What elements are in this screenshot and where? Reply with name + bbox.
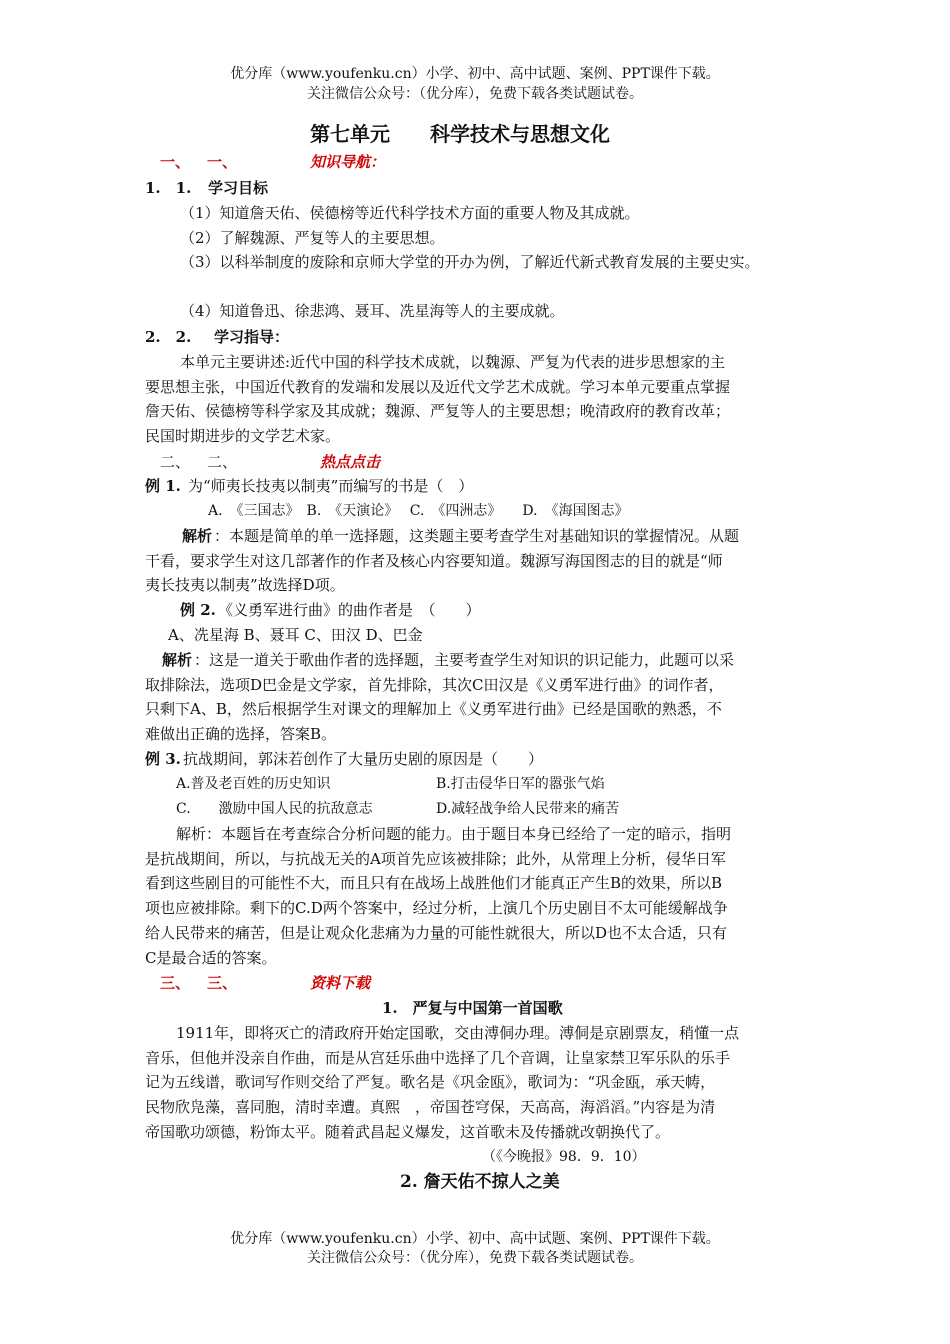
goal-item-1: （1）知道詹天佑、侯德榜等近代科学技术方面的重要人物及其成就。 <box>180 204 640 222</box>
ex3-question: 抗战期间，郭沫若创作了大量历史剧的原因是（ ） <box>183 750 544 768</box>
ex1-analysis-line-3: 夷长技夷以制夷”故选择D项。 <box>145 576 345 594</box>
ex3-option-d: D.减轻战争给人民带来的痛苦 <box>436 801 620 817</box>
section-2-num-2: 二、 <box>207 453 238 471</box>
article-1-line-3: 记为五线谱，歌词写作则交给了严复。歌名是《巩金瓯》，歌词为：“巩金瓯，承天帱， <box>145 1073 716 1091</box>
guide-line-2: 要思想主张，中国近代教育的发端和发展以及近代文学艺术成就。学习本单元要重点掌握 <box>145 378 731 396</box>
ex3-analysis-line-1: 解析：本题旨在考查综合分析问题的能力。由于题目本身已经给了一定的暗示，指明 <box>176 825 732 843</box>
goal-item-3: （3）以科举制度的废除和京师大学堂的开办为例，了解近代新式教育发展的主要史实。 <box>180 253 760 271</box>
goal-item-2: （2）了解魏源、严复等人的主要思想。 <box>180 229 445 247</box>
ex2-analysis-line-2: 取排除法，选项D巴金是文学家，首先排除，其次C田汉是《义勇军进行曲》的词作者， <box>145 676 724 694</box>
header-line-2: 关注微信公众号：（优分库），免费下载各类试题试卷。 <box>307 86 643 102</box>
guide-heading: 学习指导： <box>214 328 290 346</box>
guide-line-1: 本单元主要讲述:近代中国的科学技术成就，以魏源、严复为代表的进步思想家的主 <box>180 353 726 371</box>
ex1-question: 为“师夷长技夷以制夷”而编写的书是（ ） <box>188 477 474 495</box>
article-1-line-5: 帝国歌功颂德，粉饰太平。随着武昌起义爆发，这首歌未及传播就改朝换代了。 <box>145 1123 671 1141</box>
ex3-option-b: B.打击侵华日军的嚣张气焰 <box>436 776 605 792</box>
section-3-num-2: 三、 <box>207 974 238 992</box>
ex3-analysis-line-4: 项也应被排除。剩下的C.D两个答案中，经过分析，上演几个历史剧目不太可能缓解战争 <box>145 899 728 917</box>
ex3-option-a: A.普及老百姓的历史知识 <box>176 776 331 792</box>
article-1-title: 1. 严复与中国第一首国歌 <box>382 999 563 1017</box>
guide-heading-num: 2. 2. <box>145 328 192 346</box>
ex2-question: 《义勇军进行曲》的曲作者是 （ ） <box>218 601 481 619</box>
ex2-analysis-line-1: ：这是一道关于歌曲作者的选择题，主要考查学生对知识的识记能力，此题可以采 <box>194 651 735 669</box>
ex3-analysis-line-2: 是抗战期间，所以，与抗战无关的A项首先应该被排除；此外，从常理上分析，侵华日军 <box>145 850 726 868</box>
goal-item-4: （4）知道鲁迅、徐悲鸿、聂耳、冼星海等人的主要成就。 <box>180 302 565 320</box>
ex1-analysis-label: 解析 <box>182 527 213 545</box>
article-1-line-4: 民物欣凫藻，喜同胞，清时幸遭。真熙 ，帝国苍穹保，天高高，海滔滔。”内容是为清 <box>145 1098 716 1116</box>
footer-line-2: 关注微信公众号：（优分库），免费下载各类试题试卷。 <box>307 1250 643 1266</box>
ex2-analysis-line-4: 难做出正确的选择，答案B。 <box>145 725 337 743</box>
ex2-options: A、冼星海 B、聂耳 C、田汉 D、巴金 <box>168 626 423 644</box>
section-3-num: 三、 <box>160 974 191 992</box>
ex1-options: A. 《三国志》 B. 《天演论》 C. 《四洲志》 D. 《海国图志》 <box>208 503 629 519</box>
footer-line-1: 优分库（www.youfenku.cn）小学、初中、高中试题、案例、PPT课件下载。 <box>230 1231 720 1247</box>
ex2-analysis-line-3: 只剩下A、B，然后根据学生对课文的理解加上《义勇军进行曲》已经是国歌的熟悉，不 <box>145 700 722 718</box>
ex3-analysis-line-6: C是最合适的答案。 <box>145 949 277 967</box>
goals-heading: 学习目标 <box>208 179 269 197</box>
ex3-label: 例 3. <box>145 750 181 768</box>
ex2-label: 例 2. <box>180 601 216 619</box>
goals-heading-num: 1. 1. <box>145 179 192 197</box>
ex3-analysis-line-3: 看到这些剧目的可能性不大，而且只有在战场上战胜他们才能真正产生B的效果，所以B <box>145 874 723 892</box>
ex3-option-c: C. 激励中国人民的抗敌意志 <box>176 801 373 817</box>
article-2-title: 2. 詹天佑不掠人之美 <box>400 1172 560 1192</box>
ex3-analysis-line-5: 给人民带来的痛苦，但是让观众化悲痛为力量的可能性就很大，所以D也不太合适，只有 <box>145 924 728 942</box>
page-title: 第七单元 科学技术与思想文化 <box>310 122 610 146</box>
article-1-source: （《今晚报》98．9．10） <box>482 1149 646 1165</box>
ex1-label: 例 1. <box>145 477 181 495</box>
ex1-analysis-line-1: ：本题是简单的单一选择题，这类题主要考查学生对基础知识的掌握情况。从题 <box>214 527 740 545</box>
section-3-label: 资料下载 <box>310 974 371 992</box>
ex2-analysis-label: 解析 <box>162 651 193 669</box>
article-1-line-2: 音乐，但他并没亲自作曲，而是从宫廷乐曲中选择了几个音调，让皇家禁卫军乐队的乐手 <box>145 1049 731 1067</box>
section-1-num: 一、 <box>160 153 191 171</box>
section-1-label: 知识导航： <box>310 153 386 171</box>
section-2-label: 热点点击 <box>320 453 381 471</box>
section-2-num: 二、 <box>160 453 191 471</box>
guide-line-3: 詹天佑、侯德榜等科学家及其成就；魏源、严复等人的主要思想；晚清政府的教育改革； <box>145 402 731 420</box>
ex1-analysis-line-2: 干看，要求学生对这几部著作的作者及核心内容要知道。魏源写海国图志的目的就是“师 <box>145 552 723 570</box>
section-1-num-2: 一、 <box>207 153 238 171</box>
guide-line-4: 民国时期进步的文学艺术家。 <box>145 427 341 445</box>
article-1-line-1: 1911年，即将灭亡的清政府开始定国歌，交由溥侗办理。溥侗是京剧票友，稍懂一点 <box>176 1024 740 1042</box>
header-line-1: 优分库（www.youfenku.cn）小学、初中、高中试题、案例、PPT课件下载。 <box>230 66 720 82</box>
